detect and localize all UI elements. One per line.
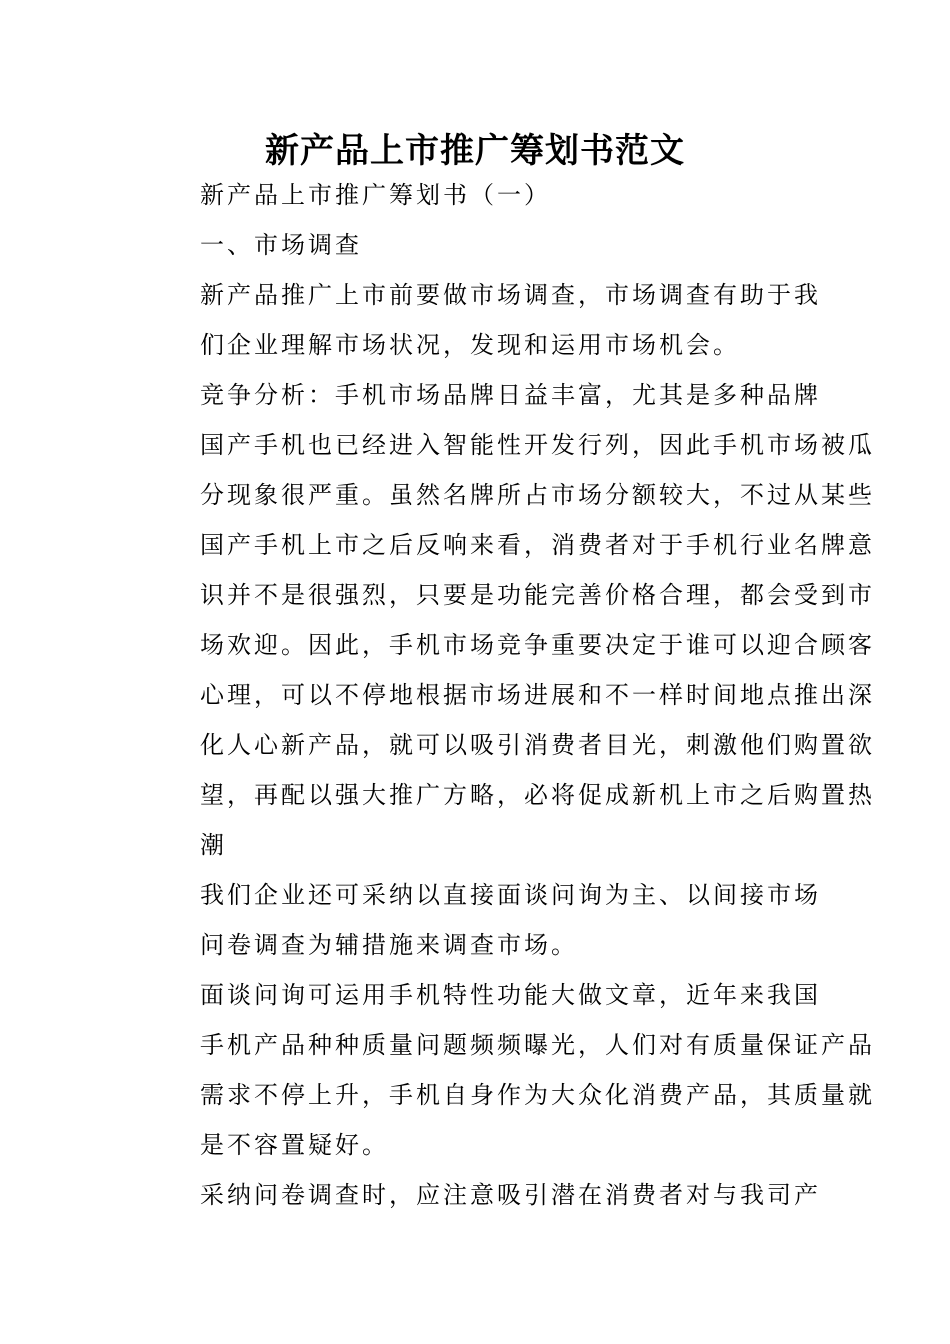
section-heading xyxy=(146,220,811,270)
paragraph-line: 是不容置疑好。 xyxy=(200,1131,389,1159)
paragraph-line: 我们企业还可采纳以直接面谈问询为主、以间接市场 xyxy=(200,881,821,909)
paragraph-competition-analysis xyxy=(146,370,875,870)
paragraph-questionnaire xyxy=(146,1170,821,1220)
paragraph-line: 国产手机也已经进入智能性开发行列，因此手机市场被瓜 xyxy=(200,431,875,459)
paragraph-line: 化人心新产品，就可以吸引消费者目光，刺激他们购置欲 xyxy=(200,731,875,759)
section-heading-text: 一、市场调查 xyxy=(200,231,362,259)
paragraph-line: 竞争分析：手机市场品牌日益丰富，尤其是多种品牌 xyxy=(200,381,821,409)
paragraph-line: 手机产品种种质量问题频频曝光，人们对有质量保证产品 xyxy=(200,1031,875,1059)
paragraph-line: 心理，可以不停地根据市场进展和不一样时间地点推出深 xyxy=(200,681,875,709)
paragraph-line: 采纳问卷调查时，应注意吸引潜在消费者对与我司产 xyxy=(200,1181,821,1209)
paragraph-line: 新产品推广上市前要做市场调查，市场调查有助于我 xyxy=(200,281,821,309)
paragraph-line: 识并不是很强烈，只要是功能完善价格合理，都会受到市 xyxy=(200,581,875,609)
paragraph-line: 分现象很严重。虽然名牌所占市场分额较大，不过从某些 xyxy=(200,481,875,509)
subtitle-text: 新产品上市推广筹划书（一） xyxy=(200,181,551,209)
paragraph-line: 潮 xyxy=(200,831,227,859)
paragraph-line: 面谈问询可运用手机特性功能大做文章，近年来我国 xyxy=(200,981,821,1009)
paragraph-line: 问卷调查为辅措施来调查市场。 xyxy=(200,931,578,959)
paragraph-market-survey xyxy=(146,270,821,370)
paragraph-line: 场欢迎。因此，手机市场竞争重要决定于谁可以迎合顾客 xyxy=(200,631,875,659)
paragraph-survey-methods xyxy=(146,870,821,970)
paragraph-interview xyxy=(146,970,875,1170)
paragraph-line: 望，再配以强大推广方略，必将促成新机上市之后购置热 xyxy=(200,781,875,809)
paragraph-line: 需求不停上升，手机自身作为大众化消费产品，其质量就 xyxy=(200,1081,875,1109)
paragraph-line: 们企业理解市场状况，发现和运用市场机会。 xyxy=(200,331,740,359)
paragraph-line: 国产手机上市之后反响来看，消费者对于手机行业名牌意 xyxy=(200,531,875,559)
document-body xyxy=(146,170,875,1220)
subtitle xyxy=(146,170,811,220)
document-title: 新产品上市推广筹划书范文 xyxy=(265,131,685,171)
